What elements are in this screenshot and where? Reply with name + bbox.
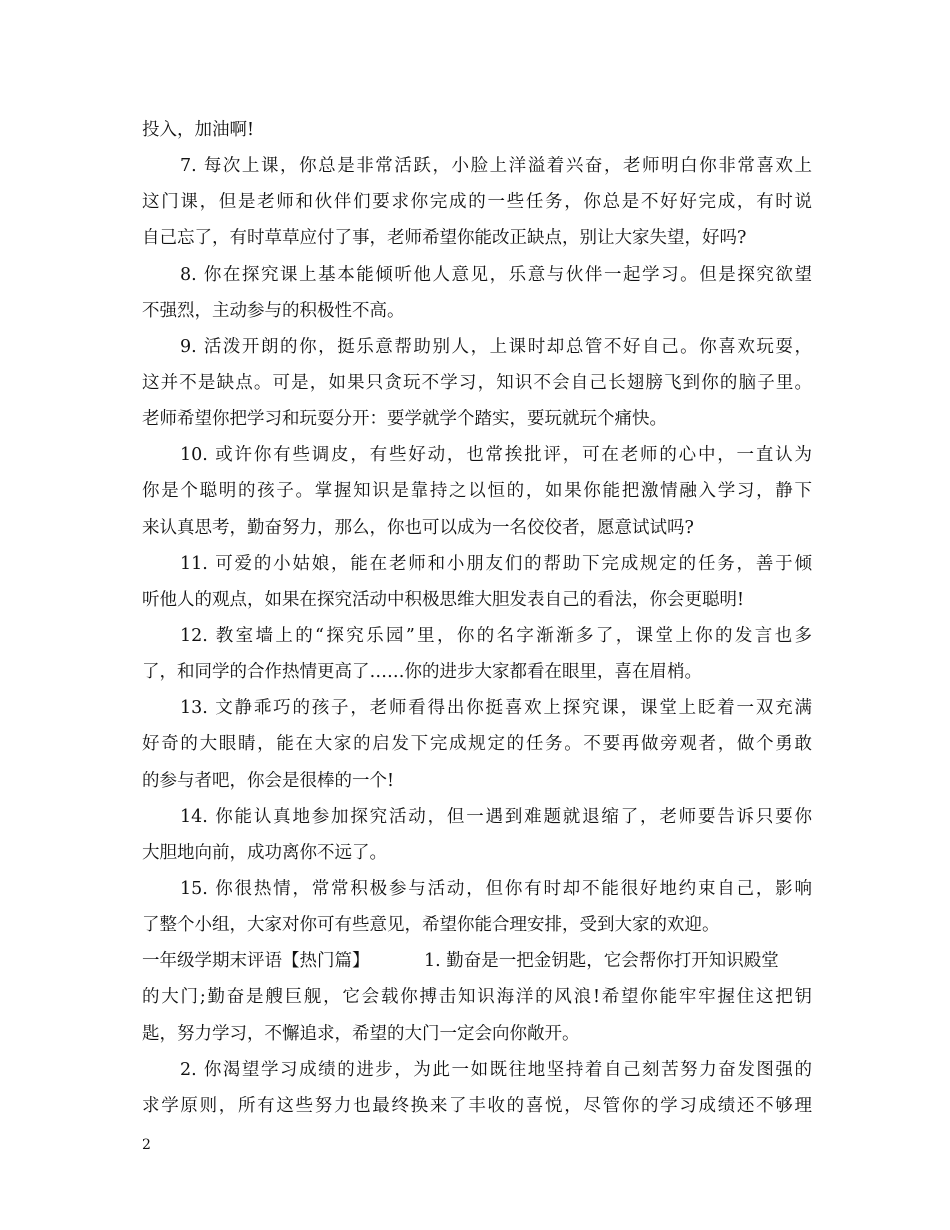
text-line: 10. 或许你有些调皮，有些好动，也常挨批评，可在老师的心中，一直认为	[180, 445, 812, 466]
section-heading: 一年级学期末评语【热门篇】	[142, 951, 370, 972]
document-page	[142, 112, 812, 1124]
text-line: 14. 你能认真地参加探究活动，但一遇到难题就退缩了，老师要告诉只要你	[180, 806, 812, 827]
text-line: 13. 文静乖巧的孩子，老师看得出你挺喜欢上探究课，课堂上眨着一双充满	[180, 698, 812, 719]
text-line: 了，和同学的合作热情更高了……你的进步大家都看在眼里，喜在眉梢。	[142, 662, 702, 683]
text-line: 11. 可爱的小姑娘，能在老师和小朋友们的帮助下完成规定的任务，善于倾	[180, 553, 812, 574]
text-line: 听他人的观点，如果在探究活动中积极思维大胆发表自己的看法，你会更聪明!	[142, 589, 745, 610]
text-line: 的大门;勤奋是艘巨舰，它会载你搏击知识海洋的风浪!希望你能牢牢握住这把钥	[142, 987, 812, 1008]
text-line: 这并不是缺点。可是，如果只贪玩不学习，知识不会自己长翅膀飞到你的脑子里。	[142, 372, 812, 393]
text-line: 来认真思考，勤奋努力，那么，你也可以成为一名佼佼者，愿意试试吗?	[142, 517, 694, 538]
text-line: 好奇的大眼睛，能在大家的启发下完成规定的任务。不要再做旁观者，做个勇敢	[142, 734, 812, 755]
text-line: 15. 你很热情，常常积极参与活动，但你有时却不能很好地约束自己，影响	[180, 878, 812, 899]
text-line-segment: 1. 勤奋是一把金钥匙，它会帮你打开知识殿堂	[424, 951, 779, 972]
text-line: 9. 活泼开朗的你，挺乐意帮助别人，上课时却总管不好自己。你喜欢玩耍，	[180, 336, 812, 357]
text-line-with-heading	[142, 943, 812, 979]
text-line: 投入，加油啊!	[142, 120, 255, 140]
text-line: 你是个聪明的孩子。掌握知识是靠持之以恒的，如果你能把激情融入学习，静下	[142, 481, 812, 502]
text-line: 这门课，但是老师和伙伴们要求你完成的一些任务，你总是不好好完成，有时说	[142, 192, 812, 213]
text-line: 大胆地向前，成功离你不远了。	[142, 842, 387, 863]
text-line: 的参与者吧，你会是很棒的一个!	[142, 770, 395, 791]
text-line: 自己忘了，有时草草应付了事，老师希望你能改正缺点，别让大家失望，好吗?	[142, 228, 747, 249]
text-line: 8. 你在探究课上基本能倾听他人意见，乐意与伙伴一起学习。但是探究欲望	[180, 264, 812, 285]
text-line: 不强烈，主动参与的积极性不高。	[142, 300, 405, 321]
text-line: 老师希望你把学习和玩耍分开：要学就学个踏实，要玩就玩个痛快。	[142, 409, 667, 430]
text-line: 了整个小组，大家对你可有些意见，希望你能合理安排，受到大家的欢迎。	[142, 915, 720, 936]
text-line: 求学原则，所有这些努力也最终换来了丰收的喜悦，尽管你的学习成绩还不够理	[142, 1095, 812, 1116]
text-line: 7. 每次上课，你总是非常活跃，小脸上洋溢着兴奋，老师明白你非常喜欢上	[180, 156, 812, 177]
text-line: 2. 你渴望学习成绩的进步，为此一如既往地坚持着自己刻苦努力奋发图强的	[180, 1059, 812, 1080]
page-number: 2	[142, 1137, 151, 1153]
text-line: 12. 教室墙上的“探究乐园”里，你的名字渐渐多了，课堂上你的发言也多	[180, 625, 812, 646]
text-line: 匙，努力学习，不懈追求，希望的大门一定会向你敞开。	[142, 1023, 580, 1044]
